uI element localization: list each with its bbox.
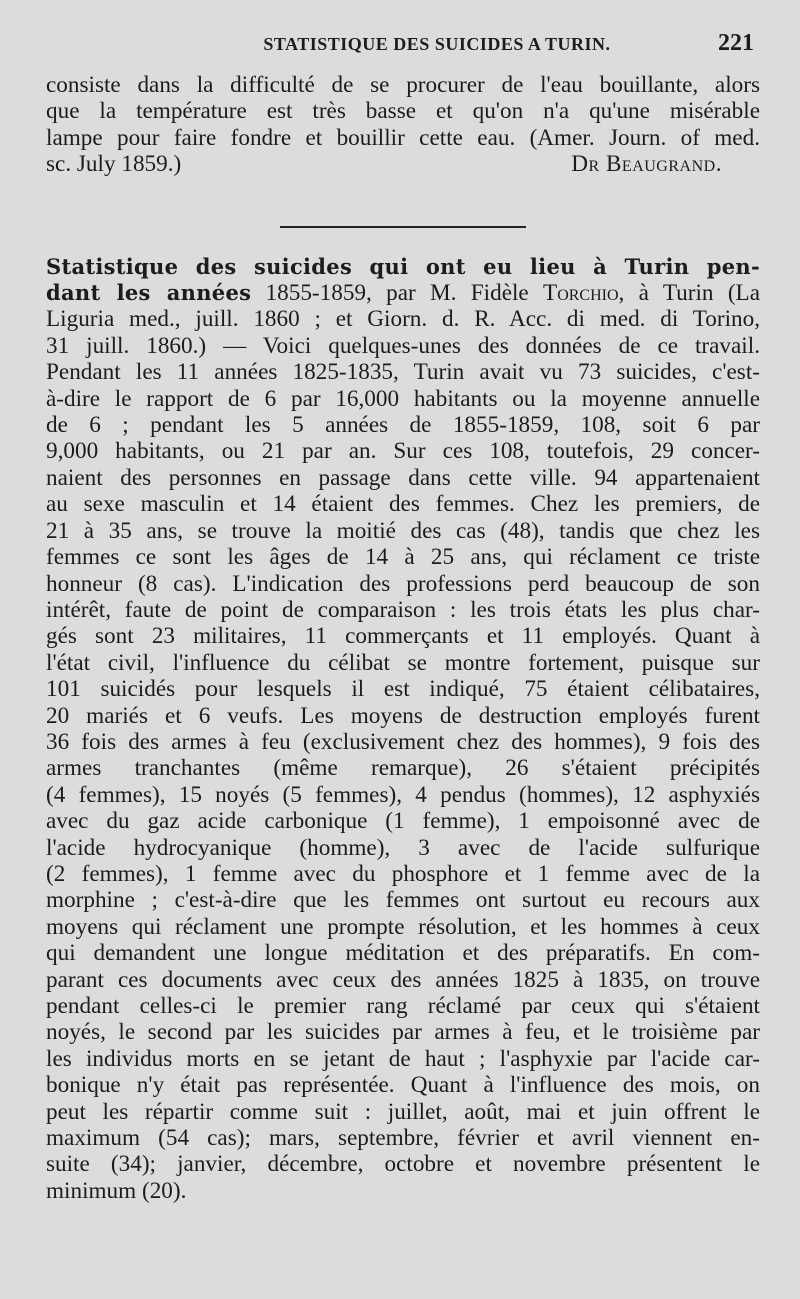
text-line: pendant celles-ci le premier rang réclamé par ceux qui s'étaient bbox=[46, 993, 760, 1019]
text-line: 101 suicidés pour lesquels il est indiqué, 75 étaient célibataires, bbox=[46, 676, 760, 703]
article-dates: 1855-1859, par M. Fidèle bbox=[251, 280, 544, 307]
text-line: Pendant les 11 années 1825-1835, Turin avait vu 73 suicides, c'est- bbox=[46, 359, 760, 386]
text-line: qui demandent une longue méditation et des préparatifs. En com- bbox=[46, 940, 760, 967]
text-line: parant ces documents avec ceux des années 1825 à 1835, on trouve bbox=[46, 966, 760, 993]
article-location: , à Turin (La bbox=[618, 280, 760, 307]
page-number: 221 bbox=[718, 30, 754, 56]
text-line: bonique n'y était pas représentée. Quant à l'influence des mois, on bbox=[46, 1072, 760, 1099]
text-line: (2 femmes), 1 femme avec du phosphore et 1 femme avec de la bbox=[46, 860, 760, 887]
text-line: 20 mariés et 6 veufs. Les moyens de destruction employés furent bbox=[46, 702, 760, 729]
article-title-cont: dant les années bbox=[46, 280, 252, 306]
section-divider bbox=[280, 226, 526, 228]
text-line: 31 juill. 1860.) — Voici quelques-unes des données de ce travail. bbox=[46, 332, 760, 359]
text-line: que la température est très basse et qu'on n'a qu'une misérable bbox=[46, 98, 760, 125]
text-line: honneur (8 cas). L'indication des professions perd beaucoup de son bbox=[46, 570, 760, 597]
text-line: moyens qui réclament une prompte résolution, et les hommes à ceux bbox=[46, 913, 760, 940]
text-line: consiste dans la difficulté de se procurer de l'eau bouillante, alors bbox=[46, 72, 760, 98]
article-title-line bbox=[46, 254, 760, 280]
text-line: 21 à 35 ans, se trouve la moitié des cas (48), tandis que chez les bbox=[46, 517, 760, 544]
text-line: naient des personnes en passage dans cette ville. 94 appartenaient bbox=[46, 464, 760, 491]
text-line: l'acide hydrocyanique (homme), 3 avec de l'acide sulfurique bbox=[46, 834, 760, 861]
text-line: avec du gaz acide carbonique (1 femme), 1 empoisonné avec de bbox=[46, 808, 760, 835]
article-paragraph bbox=[46, 254, 760, 1205]
text-line: armes tranchantes (même remarque), 26 s'étaient précipités bbox=[46, 755, 760, 782]
page-header bbox=[46, 30, 760, 68]
text-line: l'état civil, l'influence du célibat se montre fortement, puisque sur bbox=[46, 649, 760, 676]
text-line: intérêt, faute de point de comparaison : les trois états les plus char- bbox=[46, 596, 760, 623]
article-title: Statistique des suicides qui ont eu lieu à Turin pen- bbox=[46, 253, 760, 279]
intro-paragraph bbox=[46, 72, 760, 151]
citation-end: sc. July 1859.) bbox=[46, 151, 182, 178]
text-line: au sexe masculin et 14 étaient des femmes. Chez les premiers, de bbox=[46, 491, 760, 518]
citation-row bbox=[46, 151, 760, 177]
text-line: 36 fois des armes à feu (exclusivement chez des hommes), 9 fois des bbox=[46, 728, 760, 755]
author-signature: Dr Beaugrand. bbox=[571, 151, 722, 178]
text-line: gés sont 23 militaires, 11 commerçants et 11 employés. Quant à bbox=[46, 623, 760, 650]
text-line: noyés, le second par les suicides par armes à feu, et le troisième par bbox=[46, 1019, 760, 1046]
text-line: lampe pour faire fondre et bouillir cette eau. (Amer. Journ. of med. bbox=[46, 124, 760, 151]
text-line: femmes ce sont les âges de 14 à 25 ans, qui réclament ce triste bbox=[46, 544, 760, 571]
text-line: à-dire le rapport de 6 par 16,000 habitants ou la moyenne annuelle bbox=[46, 385, 760, 412]
text-line: de 6 ; pendant les 5 années de 1855-1859, 108, soit 6 par bbox=[46, 412, 760, 439]
text-line: 9,000 habitants, ou 21 par an. Sur ces 108, toutefois, 29 concer- bbox=[46, 438, 760, 465]
text-line: les individus morts en se jetant de haut ; l'asphyxie par l'acide car- bbox=[46, 1045, 760, 1072]
text-line: Liguria med., juill. 1860 ; et Giorn. d. R. Acc. di med. di Torino, bbox=[46, 306, 760, 333]
article-title-line-2 bbox=[46, 280, 760, 306]
running-title: STATISTIQUE DES SUICIDES A TURIN. bbox=[263, 34, 611, 54]
text-line: (4 femmes), 15 noyés (5 femmes), 4 pendus (hommes), 12 asphyxiés bbox=[46, 781, 760, 808]
text-line: suite (34); janvier, décembre, octobre et novembre présentent le bbox=[46, 1151, 760, 1178]
text-line: morphine ; c'est-à-dire que les femmes ont surtout eu recours aux bbox=[46, 887, 760, 914]
article-author: Torchio bbox=[543, 280, 619, 307]
text-line: maximum (54 cas); mars, septembre, février et avril viennent en- bbox=[46, 1125, 760, 1152]
text-line: peut les répartir comme suit : juillet, août, mai et juin offrent le bbox=[46, 1098, 760, 1125]
text-line: minimum (20). bbox=[46, 1177, 187, 1204]
